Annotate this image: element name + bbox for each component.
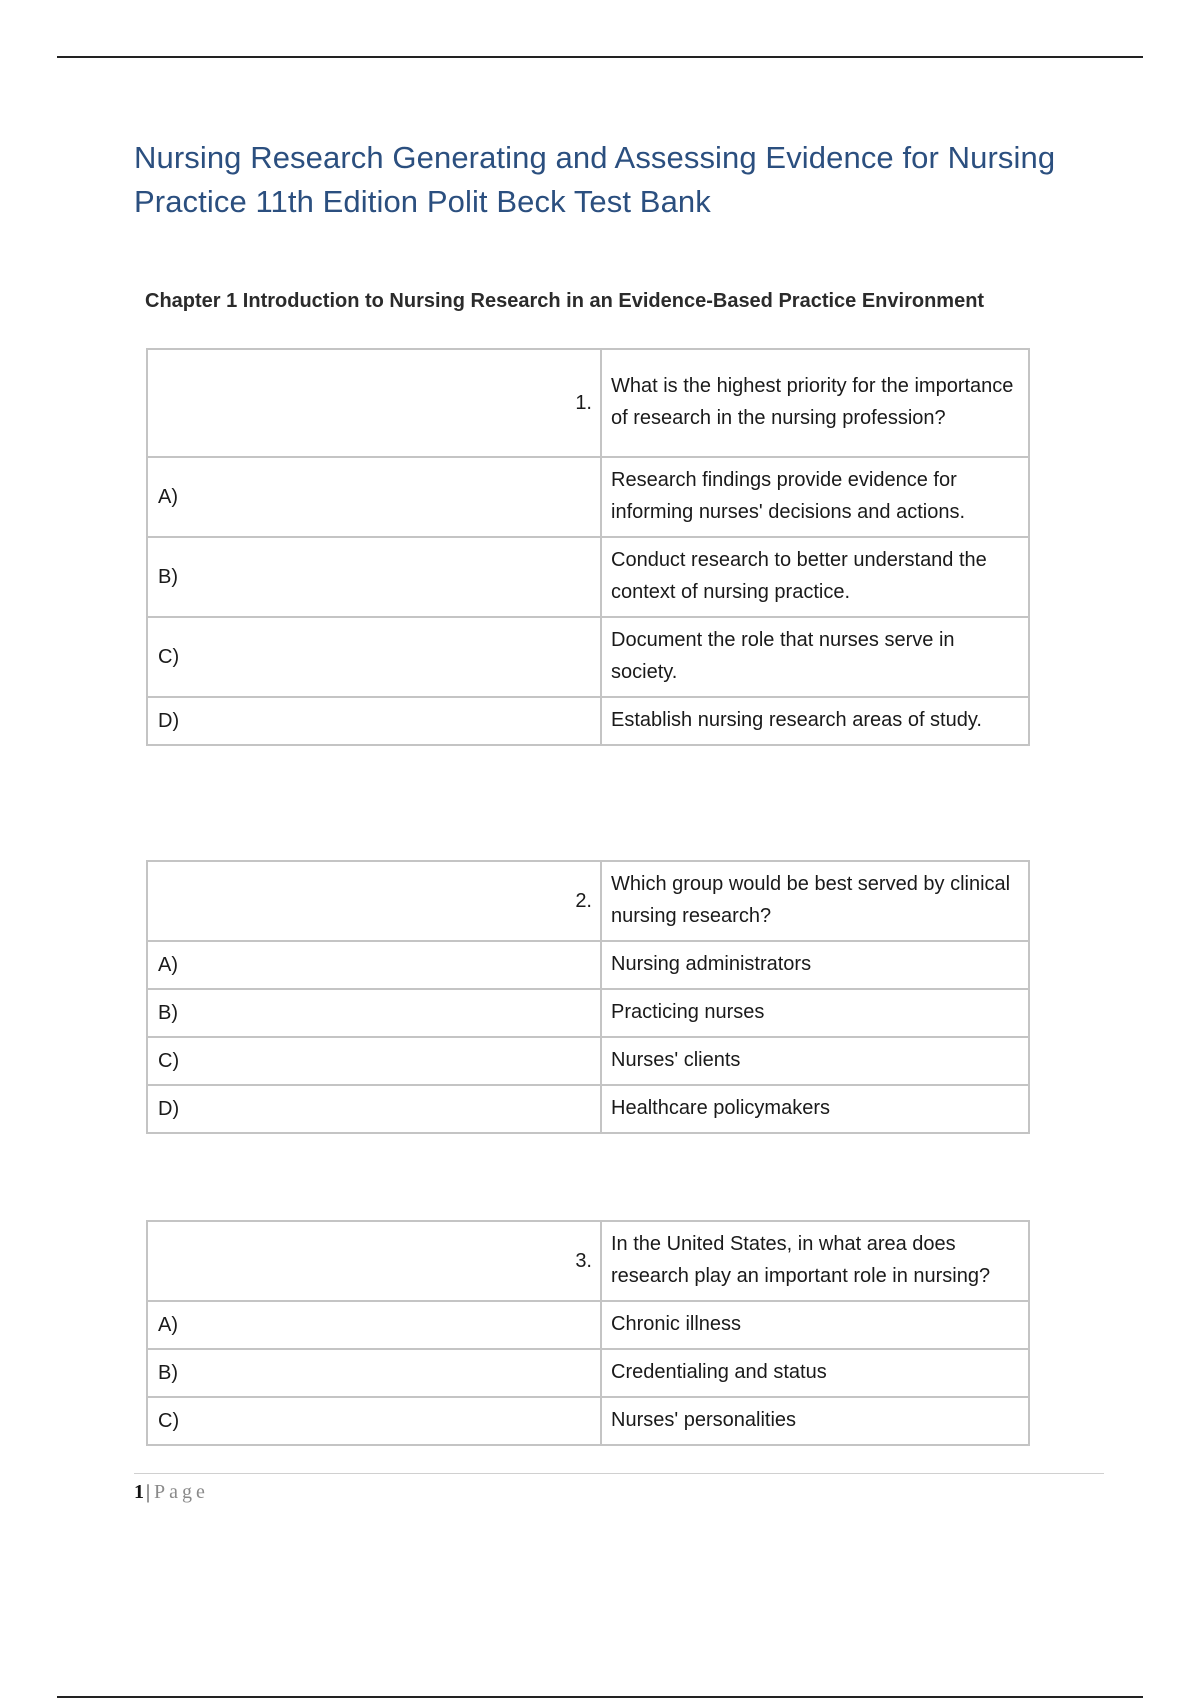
question-row bbox=[147, 1221, 1029, 1301]
chapter-heading: Chapter 1 Introduction to Nursing Research in an Evidence-Based Practice Environment bbox=[145, 290, 985, 312]
option-letter: C) bbox=[147, 1037, 601, 1085]
option-letter: D) bbox=[147, 1085, 601, 1133]
option-text: Practicing nurses bbox=[601, 989, 1029, 1037]
footer-divider bbox=[134, 1473, 1104, 1474]
page-footer bbox=[134, 1478, 209, 1506]
option-letter: B) bbox=[147, 537, 601, 617]
question-number: 3. bbox=[147, 1221, 601, 1301]
answer-option-row bbox=[147, 1301, 1029, 1349]
question-table-2 bbox=[146, 860, 1030, 1134]
question-table-1 bbox=[146, 348, 1030, 746]
option-letter: A) bbox=[147, 1301, 601, 1349]
answer-option-row bbox=[147, 617, 1029, 697]
bottom-divider bbox=[57, 1696, 1143, 1698]
page-separator: | bbox=[146, 1481, 151, 1503]
answer-option-row bbox=[147, 1037, 1029, 1085]
question-row bbox=[147, 861, 1029, 941]
option-text: Credentialing and status bbox=[601, 1349, 1029, 1397]
option-text: Chronic illness bbox=[601, 1301, 1029, 1349]
answer-option-row bbox=[147, 989, 1029, 1037]
answer-option-row bbox=[147, 1397, 1029, 1445]
answer-option-row bbox=[147, 697, 1029, 745]
option-text: Conduct research to better understand the context of nursing practice. bbox=[601, 537, 1029, 617]
option-letter: B) bbox=[147, 989, 601, 1037]
option-text: Nurses' clients bbox=[601, 1037, 1029, 1085]
question-number: 1. bbox=[147, 349, 601, 457]
document-title: Nursing Research Generating and Assessing Evidence for Nursing Practice 11th Edition Polit Beck Test Bank bbox=[134, 140, 1056, 219]
option-letter: A) bbox=[147, 457, 601, 537]
answer-option-row bbox=[147, 1085, 1029, 1133]
option-letter: D) bbox=[147, 697, 601, 745]
question-text: In the United States, in what area does research play an important role in nursing? bbox=[601, 1221, 1029, 1301]
question-number: 2. bbox=[147, 861, 601, 941]
option-text: Establish nursing research areas of study. bbox=[601, 697, 1029, 745]
option-text: Healthcare policymakers bbox=[601, 1085, 1029, 1133]
answer-option-row bbox=[147, 941, 1029, 989]
option-text: Nurses' personalities bbox=[601, 1397, 1029, 1445]
option-text: Nursing administrators bbox=[601, 941, 1029, 989]
question-text: What is the highest priority for the importance of research in the nursing profession? bbox=[601, 349, 1029, 457]
answer-option-row bbox=[147, 1349, 1029, 1397]
option-letter: C) bbox=[147, 617, 601, 697]
question-table-3 bbox=[146, 1220, 1030, 1446]
question-row bbox=[147, 349, 1029, 457]
page-number: 1 bbox=[134, 1481, 144, 1503]
option-letter: C) bbox=[147, 1397, 601, 1445]
top-divider bbox=[57, 56, 1143, 58]
option-letter: B) bbox=[147, 1349, 601, 1397]
page-label: Page bbox=[154, 1481, 209, 1503]
question-text: Which group would be best served by clinical nursing research? bbox=[601, 861, 1029, 941]
option-letter: A) bbox=[147, 941, 601, 989]
answer-option-row bbox=[147, 537, 1029, 617]
answer-option-row bbox=[147, 457, 1029, 537]
option-text: Research findings provide evidence for informing nurses' decisions and actions. bbox=[601, 457, 1029, 537]
option-text: Document the role that nurses serve in society. bbox=[601, 617, 1029, 697]
